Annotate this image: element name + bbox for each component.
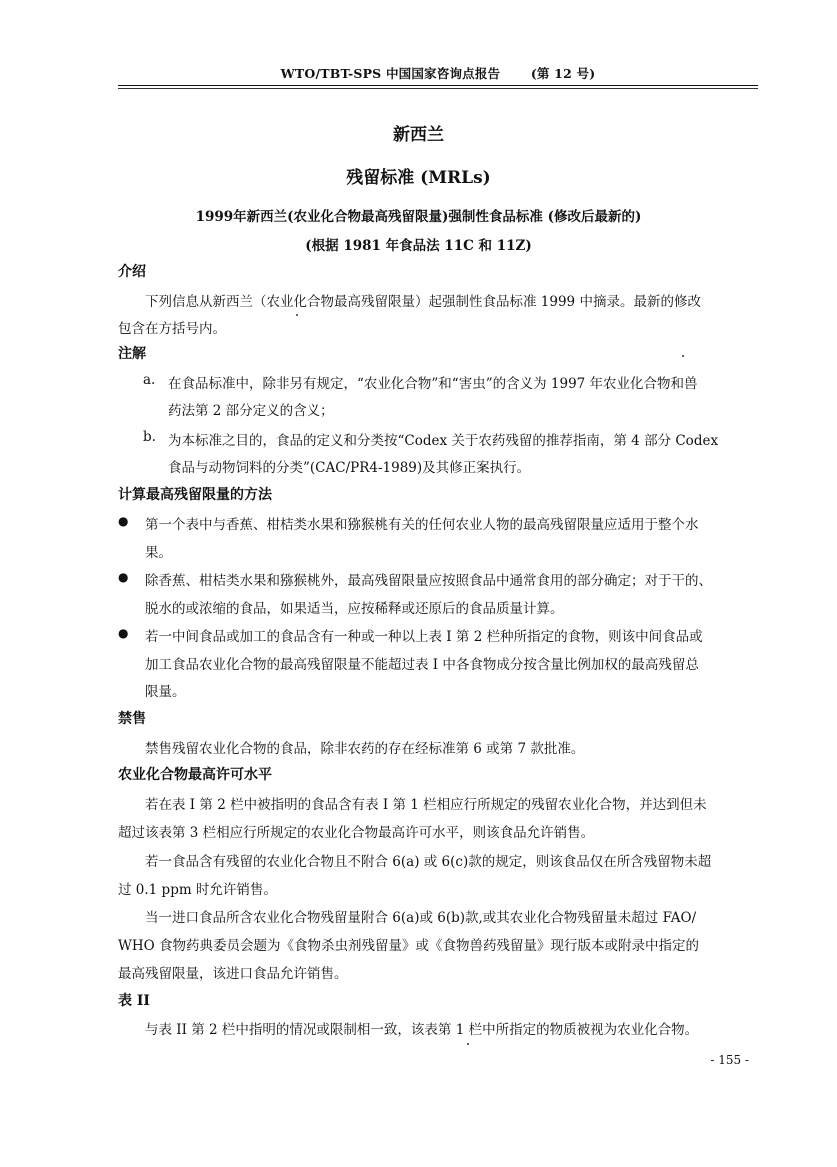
subtitle-basis: (根据 1981 年食品法 11C 和 11Z) — [305, 238, 532, 254]
maxlevel-line: 最高残留限量，该进口食品允许销售。 — [118, 966, 348, 982]
bullet-line: 若一中间食品或加工的食品含有一种或一种以上表 I 第 2 栏种所指定的食物，则该中间食品或 — [145, 629, 703, 645]
header-rule-thin — [118, 88, 758, 89]
bullet-dot-icon: ● — [118, 626, 129, 640]
header-title: WTO/TBT-SPS 中国国家咨询点报告 — [280, 66, 501, 81]
intro-line: 下列信息从新西兰（农业化合物最高残留限量）起强制性食品标准 1999 中摘录。最新的修改 — [145, 294, 701, 310]
running-header — [118, 64, 758, 82]
bullet-line: 第一个表中与香蕉、柑桔类水果和猕猴桃有关的任何农业人物的最高残留限量应适用于整个水 — [145, 517, 699, 533]
section-heading-intro: 介绍 — [118, 264, 146, 280]
maxlevel-line: WHO 食物药典委员会题为《食物杀虫剂残留量》或《食物兽药残留量》现行版本或附录中指定的 — [118, 938, 700, 954]
bullet-dot-icon: ● — [118, 514, 129, 528]
maxlevel-line: 超过该表第 3 栏相应行所规定的农业化合物最高许可水平，则该食品允许销售。 — [118, 825, 595, 841]
title-country: 新西兰 — [393, 125, 444, 145]
note-line: 在食品标准中，除非另有规定，“农业化合物”和“害虫”的含义为 1997 年农业化合物和兽 — [168, 376, 698, 392]
maxlevel-line: 当一进口食品所含农业化合物残留量附合 6(a)或 6(b)款,或其农业化合物残留量未超过 FAO/ — [145, 910, 697, 926]
table2-line: 与表 II 第 2 栏中指明的情况或限制相一致，该表第 1 栏中所指定的物质被视为农业化合物。 — [145, 1022, 699, 1038]
note-marker-a: a. — [143, 372, 156, 388]
note-marker-b: b. — [143, 429, 156, 445]
header-issue: (第 12 号) — [530, 66, 596, 81]
bullet-line: 除香蕉、柑桔类水果和猕猴桃外，最高残留限量应按照食品中通常食用的部分确定；对于干的、 — [145, 573, 712, 589]
page-number: - 155 - — [710, 1053, 749, 1067]
intro-line: 包含在方括号内。 — [118, 321, 226, 337]
bullet-line: 加工食品农业化合物的最高残留限量不能超过表 I 中各食物成分按含量比例加权的最高残留总 — [145, 657, 699, 673]
section-heading-notes: 注解 — [118, 346, 146, 362]
bullet-line: 果。 — [145, 545, 172, 561]
note-line: 药法第 2 部分定义的含义； — [168, 403, 334, 419]
maxlevel-line: 若在表 I 第 2 栏中被指明的食品含有表 I 第 1 栏相应行所规定的残留农业化合物，并达到但未 — [145, 797, 707, 813]
scan-speck — [467, 1043, 469, 1045]
section-heading-maxlevel: 农业化合物最高许可水平 — [118, 767, 272, 783]
scan-speck — [296, 314, 298, 316]
prohibit-line: 禁售残留农业化合物的食品，除非农药的存在经标准第 6 或第 7 款批准。 — [145, 741, 585, 757]
note-line: 为本标准之目的，食品的定义和分类按“Codex 关于农药残留的推荐指南，第 4 部分 Codex — [168, 433, 719, 449]
header-rule — [118, 85, 758, 86]
bullet-dot-icon: ● — [118, 570, 129, 584]
title-subject: 残留标准 (MRLs) — [346, 168, 491, 188]
section-heading-method: 计算最高残留限量的方法 — [118, 487, 272, 503]
subtitle-standard: 1999年新西兰(农业化合物最高残留限量)强制性食品标准 (修改后最新的) — [195, 209, 642, 225]
scan-speck — [682, 355, 684, 357]
maxlevel-line: 若一食品含有残留的农业化合物且不附合 6(a) 或 6(c)款的规定，则该食品仅在所含残留物未超 — [145, 854, 712, 870]
bullet-line: 限量。 — [145, 684, 186, 700]
section-heading-table2: 表 II — [118, 993, 150, 1009]
bullet-line: 脱水的或浓缩的食品，如果适当，应按稀释或还原后的食品质量计算。 — [145, 601, 564, 617]
maxlevel-line: 过 0.1 ppm 时允许销售。 — [118, 882, 277, 898]
note-line: 食品与动物饲料的分类”(CAC/PR4-1989)及其修正案执行。 — [168, 460, 531, 476]
section-heading-prohibit: 禁售 — [118, 711, 146, 727]
